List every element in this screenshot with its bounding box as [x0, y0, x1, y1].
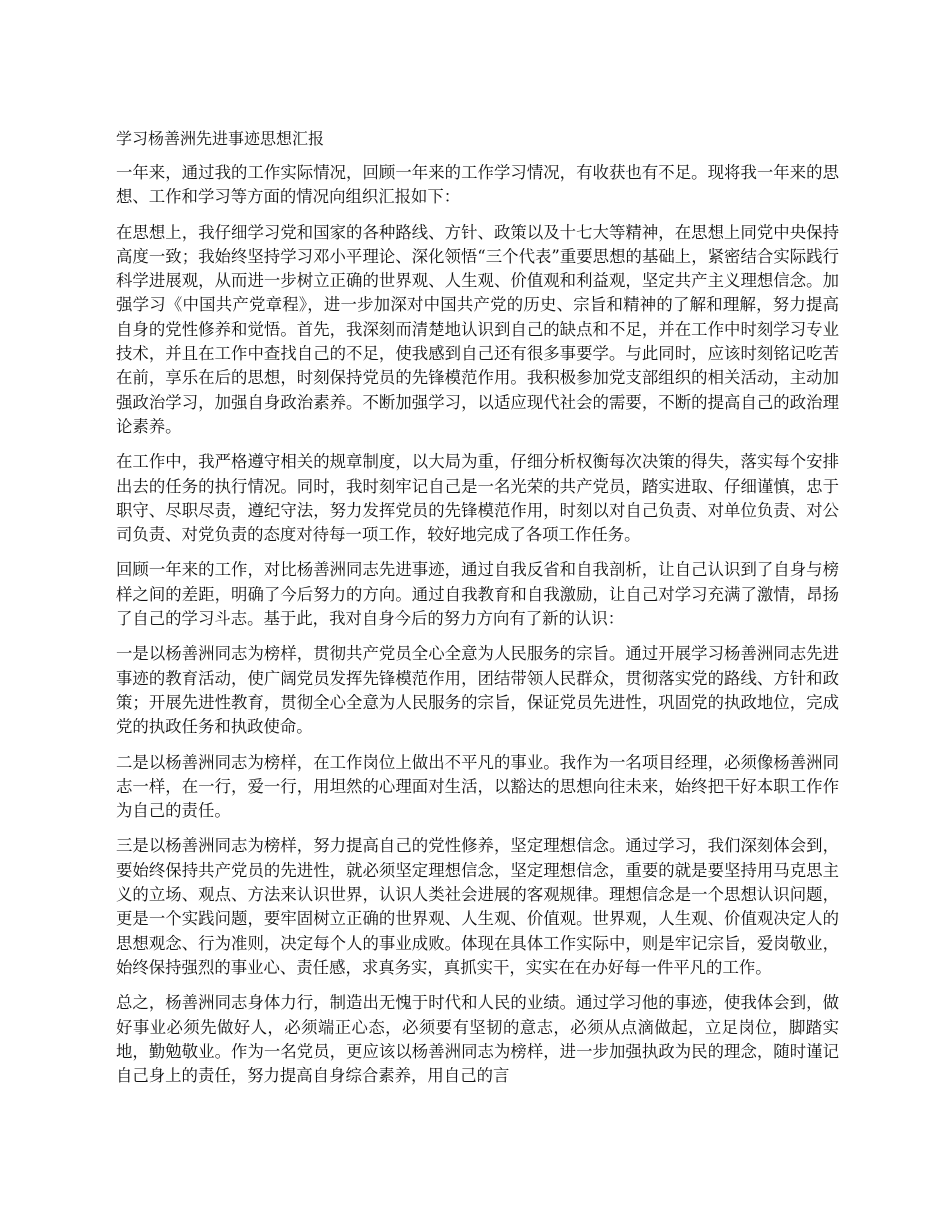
- paragraph-point-two: 二是以杨善洲同志为榜样，在工作岗位上做出不平凡的事业。我作为一名项目经理，必须像杨善洲同志一样，在一行，爱一行，用坦然的心理面对生活，以豁达的思想向往未来，始终把干好本职工作作为自己的责任。: [116, 752, 839, 821]
- paragraph-review: 回顾一年来的工作，对比杨善洲同志先进事迹，通过自我反省和自我剖析，让自己认识到了自身与榜样之间的差距，明确了今后努力的方向。通过自我教育和自我激励，让自己对学习充满了激情，昂扬了自己的学习斗志。基于此，我对自身今后的努力方向有了新的认识：: [116, 560, 839, 629]
- paragraph-conclusion: 总之，杨善洲同志身体力行，制造出无愧于时代和人民的业绩。通过学习他的事迹，使我体会到，做好事业必须先做好人，必须端正心态，必须要有坚韧的意志，必须从点滴做起，立足岗位，脚踏实地，勤勉敬业。作为一名党员，更应该以杨善洲同志为榜样，进一步加强执政为民的理念，随时谨记自己身上的责任，努力提高自身综合素养，用自己的言: [116, 993, 839, 1086]
- paragraph-point-three: 三是以杨善洲同志为榜样，努力提高自己的党性修养，坚定理想信念。通过学习，我们深刻体会到，要始终保持共产党员的先进性，就必须坚定理想信念，坚定理想信念，重要的就是要坚持用马克思主义的立场、观点、方法来认识世界，认识人类社会进展的客观规律。理想信念是一个思想认识问题，更是一个实践问题，要牢固树立正确的世界观、人生观、价值观。世界观，人生观、价值观决定人的思想观念、行为准则，决定每个人的事业成败。体现在具体工作实际中，则是牢记宗旨，爱岗敬业，始终保持强烈的事业心、责任感，求真务实，真抓实干，实实在在办好每一件平凡的工作。: [116, 836, 839, 977]
- paragraph-intro: 一年来，通过我的工作实际情况，回顾一年来的工作学习情况，有收获也有不足。现将我一年来的思想、工作和学习等方面的情况向组织汇报如下：: [116, 163, 839, 207]
- document-page: [116, 118, 839, 1099]
- document-title: 学习杨善洲先进事迹思想汇报: [116, 129, 325, 148]
- paragraph-work: 在工作中，我严格遵守相关的规章制度，以大局为重，仔细分析权衡每次决策的得失，落实每个安排出去的任务的执行情况。同时，我时刻牢记自己是一名光荣的共产党员，踏实进取、仔细谨慎，忠于职守、尽职尽责，遵纪守法，努力发挥党员的先锋模范作用，时刻以对自己负责、对单位负责、对公司负责、对党负责的态度对待每一项工作，较好地完成了各项工作任务。: [116, 452, 839, 545]
- paragraph-thought: 在思想上，我仔细学习党和国家的各种路线、方针、政策以及十七大等精神，在思想上同党中央保持高度一致；我始终坚持学习邓小平理论、深化领悟“三个代表”重要思想的基础上，紧密结合实际践行科学进展观，从而进一步树立正确的世界观、人生观、价值观和利益观，坚定共产主义理想信念。加强学习《中国共产党章程》，进一步加深对中国共产党的历史、宗旨和精神的了解和理解，努力提高自身的党性修养和觉悟。首先，我深刻而清楚地认识到自己的缺点和不足，并在工作中时刻学习专业技术，并且在工作中查找自己的不足，使我感到自己还有很多事要学。与此同时，应该时刻铭记吃苦在前，享乐在后的思想，时刻保持党员的先锋模范作用。我积极参加党支部组织的相关活动，主动加强政治学习，加强自身政治素养。不断加强学习，以适应现代社会的需要，不断的提高自己的政治理论素养。: [116, 222, 839, 436]
- paragraph-point-one: 一是以杨善洲同志为榜样，贯彻共产党员全心全意为人民服务的宗旨。通过开展学习杨善洲同志先进事迹的教育活动，使广阔党员发挥先锋模范作用，团结带领人民群众，贯彻落实党的路线、方针和政策；开展先进性教育，贯彻全心全意为人民服务的宗旨，保证党员先进性，巩固党的执政地位，完成党的执政任务和执政使命。: [116, 644, 839, 737]
